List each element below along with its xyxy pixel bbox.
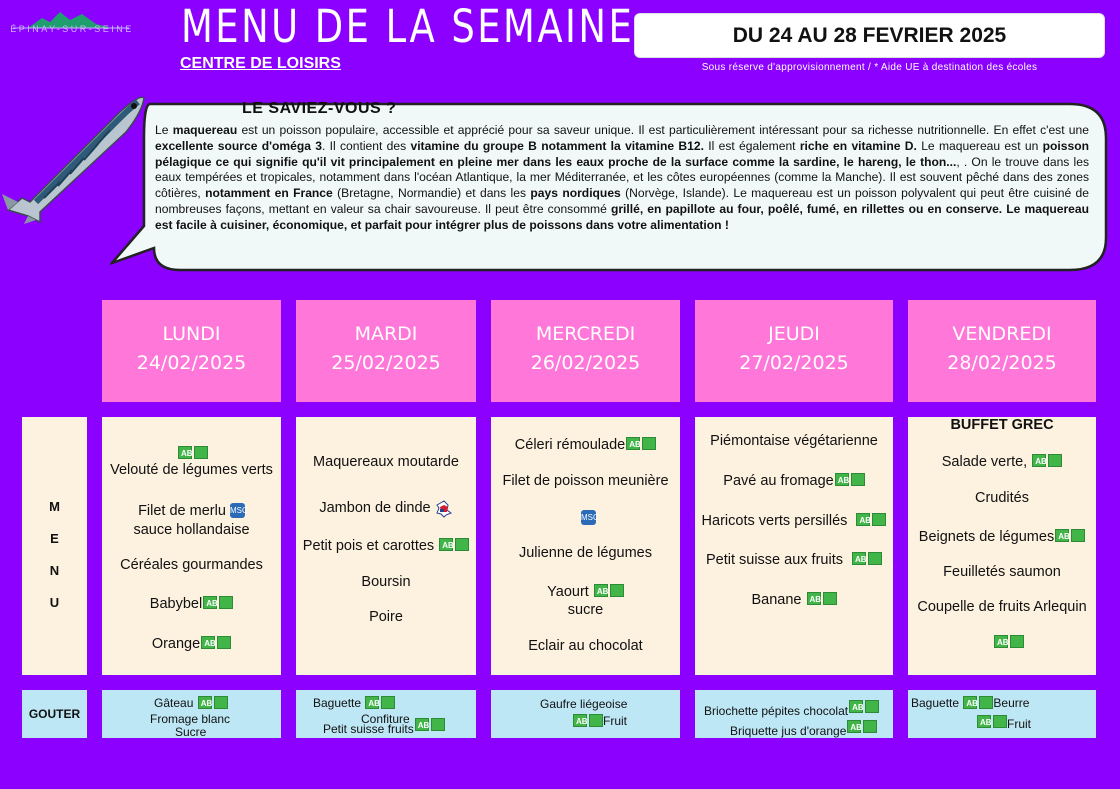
menu-letter: M [49,499,60,514]
day-header-mercredi [491,300,680,402]
bio-label-icon: AB [835,473,865,486]
gouter-item: AB Fruit [572,714,627,728]
info-text: (Norvège, Islande). Le maquereau est un poisson polyvalent qui peut être cuisiné de nombreuses façons, mettant en valeur sa chair savoureuse. Il peut être consommé [155,186,1089,216]
menu-item: Babybel AB [102,596,281,612]
info-text-bold: excellente source d'oméga 3 [155,138,323,153]
menu-mardi [296,417,476,675]
date-range-box [634,13,1105,58]
bio-label-icon: AB [198,696,228,709]
menu-item: Filet de poisson meunière [502,473,669,489]
bio-label-icon: AB [977,715,1007,728]
menu-item: Crudités [975,490,1029,506]
menu-item: Coupelle de fruits Arlequin [917,599,1087,615]
bio-label-icon: AB [852,552,882,565]
bio-label-icon: AB [201,636,231,649]
day-name: MARDI [354,323,418,345]
info-text-bold: grillé, en papillote au four, poêlé, fumé, en rillettes ou en conserve. Le maquereau est facile à cuisiner, économique, et parfait pour intégrer plus de poissons dans votre alimentation ! [155,201,1090,232]
menu-item: Salade verte, AB [908,454,1096,470]
menu-item: Orange AB [102,636,281,652]
menu-letter: U [49,595,60,610]
menu-item-theme: BUFFET GREC [950,417,1054,433]
info-title: LE SAVIEZ-VOUS ? [242,100,397,117]
day-date: 25/02/2025 [331,352,441,374]
day-name: VENDREDI [952,323,1052,345]
bio-label-icon: AB [856,513,886,526]
gouter-item: Gâteau AB [154,696,228,710]
gouter-item: Fromage blanc [150,712,231,726]
bio-label-icon: AB [849,700,879,713]
gouter-item: AB Fruit [976,717,1031,731]
gouter-side-label [22,690,87,738]
reserve-note: Sous réserve d'approvisionnement / * Aide UE à destination des écoles [701,62,1038,73]
day-header-lundi [102,300,281,402]
menu-item: Eclair au chocolat [528,638,643,654]
day-header-jeudi [695,300,893,402]
menu-mercredi [491,417,680,675]
menu-item: sucre [567,602,604,618]
logo-text: ÉPINAY-SUR-SEINE [10,24,134,34]
bio-label-icon: AB [594,584,624,597]
day-name: JEUDI [768,323,820,345]
french-origin-icon [435,500,453,518]
bio-label-icon: AB [807,592,837,605]
info-text: Le maquereau est un [916,138,1043,153]
gouter-item: Baguette AB Beurre [911,696,1030,710]
menu-side-label [22,417,87,675]
gouter-lundi [102,690,281,738]
day-date: 24/02/2025 [136,352,247,374]
menu-item: Piémontaise végétarienne [710,433,878,449]
menu-item: Maquereaux moutarde [313,454,459,470]
bio-label-icon: AB [626,437,656,450]
bio-label-icon: AB [178,446,208,459]
menu-item: Céleri rémoulade AB [491,437,680,453]
gouter-vendredi [908,690,1096,738]
gouter-mardi [296,690,476,738]
menu-item: Petit suisse aux fruits AB [695,552,893,568]
info-text-bold: notamment en France [205,186,333,201]
info-text-bold: maquereau [172,123,238,137]
mackerel-fish-illustration [0,90,150,225]
info-text: est un poisson populaire, accessible et apprécié pour sa saveur unique. Il est particulièrement intéressant pour sa richesse nutritionnelle. En effet c'est une [237,123,1089,137]
info-text: . Il contient des [322,138,411,153]
info-text: (Bretagne, Normandie) et dans les [332,186,531,201]
day-date: 27/02/2025 [739,352,849,374]
bio-label-icon: AB [1055,529,1085,542]
menu-item: Jambon de dinde [296,500,476,518]
gouter-label: GOUTER [28,707,81,721]
msc-label-icon: MSC [230,503,245,518]
menu-item: Julienne de légumes [518,545,652,561]
msc-label-icon: MSC [581,510,596,525]
info-paragraph [155,123,1089,234]
info-text-bold: riche en vitamine D. [799,138,917,153]
page-subtitle: CENTRE DE LOISIRS [180,55,341,72]
menu-item: Poire [369,609,403,625]
bio-label-icon: AB [365,696,395,709]
bio-label-icon: AB [203,596,233,609]
page-title: MENU DE LA SEMAINE [181,0,635,53]
gouter-item: Baguette AB [313,696,395,710]
bio-label-icon: AB [963,696,993,709]
date-range: DU 24 AU 28 FEVRIER 2025 [732,23,1007,47]
info-text-bold: pays nordiques [530,186,621,201]
info-text-bold: vitamine du groupe B notamment la vitamine B12. [410,138,704,153]
menu-item: Céréales gourmandes [120,557,263,573]
day-header-vendredi [908,300,1096,402]
bio-label-icon: AB [1032,454,1062,467]
menu-letter: N [49,563,60,578]
menu-vendredi [908,417,1096,675]
menu-jeudi [695,417,893,675]
gouter-jeudi [695,690,893,738]
gouter-item: Gaufre liégeoise [540,697,628,711]
menu-item: Pavé au fromage AB [695,473,893,489]
bio-label-icon: AB [994,635,1024,648]
bio-label-icon: AB [573,714,603,727]
gouter-item: Sucre [175,725,207,739]
menu-item: Beignets de légumes AB [908,529,1096,545]
menu-item: Velouté de légumes verts [110,462,273,478]
gouter-mercredi [491,690,680,738]
menu-item: Feuilletés saumon [943,564,1061,580]
info-text-bold: poisson pélagique ce qui signifie qu'il vit principalement en pleine mer dans les eaux proche de la surface comme la sardine, le hareng, le thon... [155,138,1089,169]
info-text: Il est également [703,138,800,153]
menu-letter: E [50,531,59,546]
day-name: MERCREDI [535,323,636,345]
menu-item: Filet de merlu MSC [138,503,248,519]
bio-label-icon: AB [439,538,469,551]
menu-item: Banane AB [695,592,893,608]
gouter-item: Petit suisse fruits AB [323,722,445,736]
info-text: , . On le trouve dans les eaux tempérées et tropicales, notamment dans l'océan Atlantique, la mer Méditerranée, et les côtes européennes (comme la Manche). Il est souvent pêché dans des zones côtières, [155,154,1089,201]
menu-item: sauce hollandaise [133,522,250,538]
menu-item: Boursin [361,574,411,590]
day-header-mardi [296,300,476,402]
gouter-item: Confiture [361,712,410,726]
gouter-item: Briochette pépites chocolat AB [704,704,879,718]
info-text: Le [155,123,173,137]
menu-lundi [102,417,281,675]
menu-item: Petit pois et carottes AB [296,538,476,554]
bio-label-icon: AB [415,718,445,731]
day-date: 26/02/2025 [530,352,641,374]
day-date: 28/02/2025 [947,352,1057,374]
gouter-item: Briquette jus d'orange AB [730,724,877,738]
day-name: LUNDI [162,323,221,345]
bio-label-icon: AB [847,720,877,733]
menu-item: Yaourt AB [491,584,680,600]
menu-item: Haricots verts persillés AB [695,513,893,529]
